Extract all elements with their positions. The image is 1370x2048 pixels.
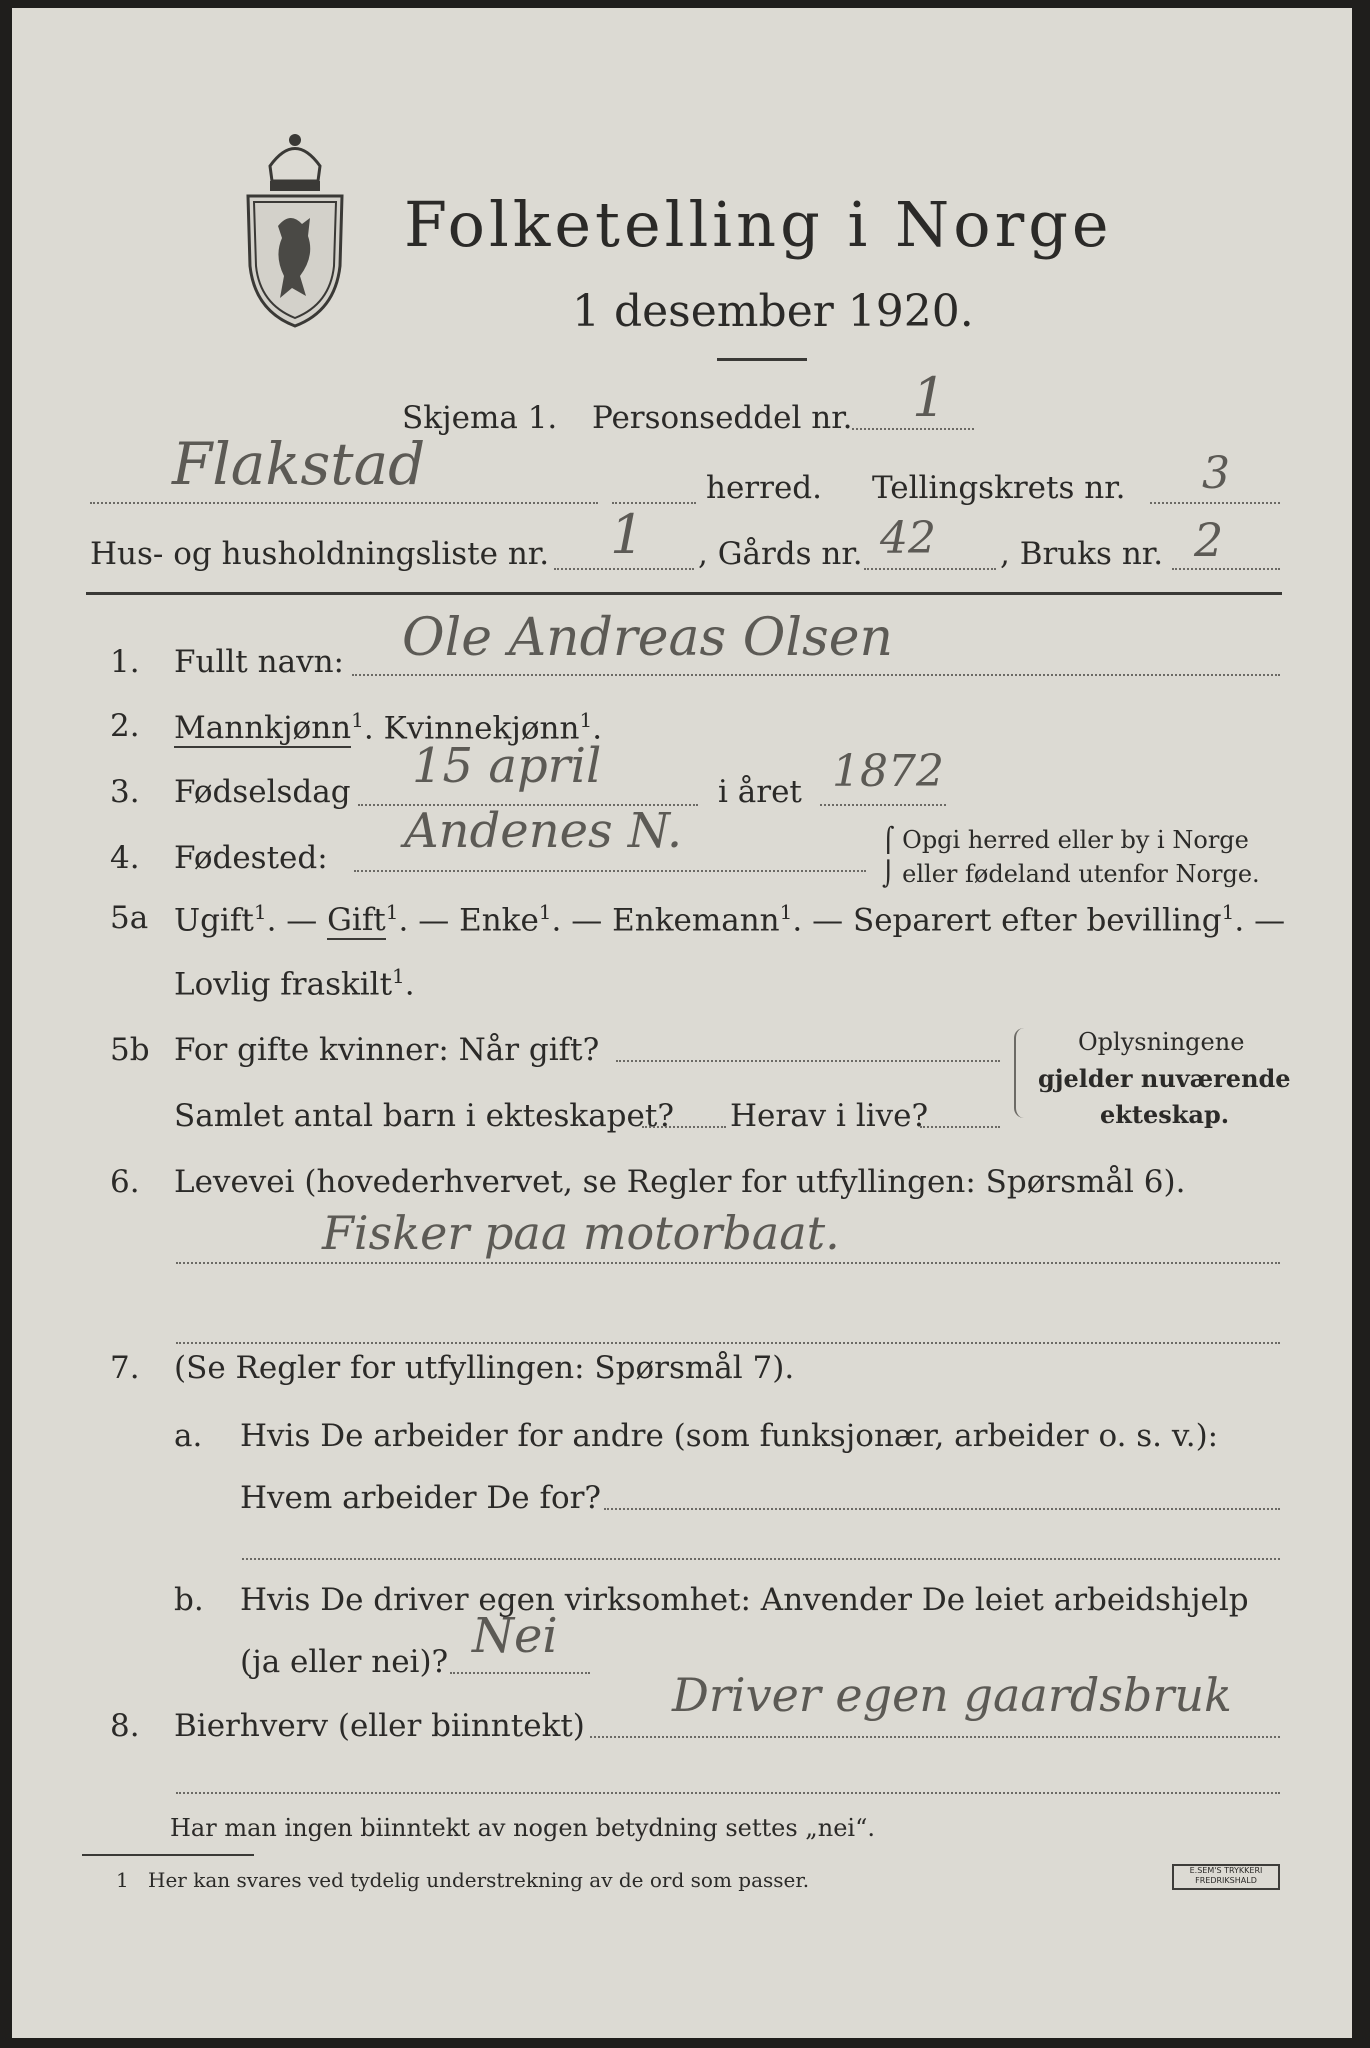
coat-of-arms-icon <box>240 126 350 331</box>
footnote-number: 1 <box>116 1868 129 1892</box>
q5b-note-2: gjelder nuværende <box>1038 1064 1291 1093</box>
gards-line <box>864 568 996 570</box>
q7b-label: Hvis De driver egen virksomhet: Anvender De leiet arbeidshjelp <box>240 1582 1249 1618</box>
herred-value: Flakstad <box>172 430 426 498</box>
q7a-number: a. <box>174 1418 203 1454</box>
q4-note-1: ⌠ Opgi herred eller by i Norge <box>882 826 1249 854</box>
q4-number: 4. <box>110 840 140 876</box>
q5a-separert: Separert efter bevilling <box>852 902 1222 939</box>
q4-line <box>354 870 866 872</box>
q4-note-2: ⌡ eller fødeland utenfor Norge. <box>882 860 1260 888</box>
page-title: Folketelling i Norge <box>404 188 1113 261</box>
title-divider <box>717 358 807 361</box>
q5b-number: 5b <box>110 1032 150 1068</box>
q6-line-1 <box>176 1262 1280 1264</box>
personseddel-label: Personseddel nr. <box>592 400 853 436</box>
q1-number: 1. <box>110 644 140 680</box>
q8-value: Driver egen gaardsbruk <box>672 1668 1232 1722</box>
printer-stamp: E.SEM'S TRYKKERI FREDRIKSHALD <box>1172 1864 1280 1890</box>
tellingskrets-value: 3 <box>1202 448 1230 499</box>
q5b-note-3: ekteskap. <box>1100 1100 1230 1129</box>
q5b-line-1 <box>616 1060 1000 1062</box>
q7b-number: b. <box>174 1582 204 1618</box>
q5b-label-1: For gifte kvinner: Når gift? <box>174 1032 600 1068</box>
q8-label: Bierhverv (eller biinntekt) <box>174 1708 585 1744</box>
tellingskrets-label: Tellingskrets nr. <box>872 470 1126 506</box>
q4-label: Fødested: <box>174 840 328 876</box>
q5b-label-2: Samlet antal barn i ekteskapet? <box>174 1098 674 1134</box>
q3-value: 15 april <box>412 738 602 794</box>
q5b-line-3 <box>920 1126 1000 1128</box>
q7b-label-2: (ja eller nei)? <box>240 1644 449 1680</box>
bruks-value: 2 <box>1194 513 1224 567</box>
q5a-fraskilt: Lovlig fraskilt <box>174 966 393 1003</box>
q6-label: Levevei (hovederhvervet, se Regler for utfyllingen: Spørsmål 6). <box>174 1164 1186 1200</box>
q1-label: Fullt navn: <box>174 644 344 680</box>
q6-line-2 <box>176 1342 1280 1344</box>
census-form <box>12 8 1352 2038</box>
q7a-label-2: Hvem arbeider De for? <box>240 1480 602 1516</box>
census-date: 1 desember 1920. <box>572 286 974 337</box>
herred-label: herred. <box>706 470 822 506</box>
q4-value: Andenes N. <box>404 803 683 859</box>
hus-line <box>554 568 694 570</box>
q7-number: 7. <box>110 1350 140 1386</box>
q5a-fraskilt-row: Lovlig fraskilt$^1$. <box>174 964 415 1003</box>
q2-options: Mannkjønn$^1$. Kvinnekjønn$^1$. <box>174 708 603 747</box>
gards-label: , Gårds nr. <box>698 536 863 572</box>
footnote-rule <box>82 1854 254 1856</box>
q7b-value: Nei <box>472 1608 558 1664</box>
q1-line <box>352 674 1280 676</box>
footnote-text: Her kan svares ved tydelig understrekning av de ord som passer. <box>148 1868 810 1892</box>
bruks-line <box>1172 568 1280 570</box>
bruks-label: , Bruks nr. <box>1000 536 1164 572</box>
q7b-line <box>450 1672 590 1674</box>
herred-line-1 <box>90 502 598 504</box>
q2-male: Mannkjønn <box>174 710 352 747</box>
q5a-number: 5a <box>110 900 149 936</box>
q3-year-line <box>820 804 946 806</box>
hus-value: 1 <box>610 503 645 566</box>
q7a-line-1 <box>604 1508 1280 1510</box>
q7a-line-2 <box>242 1558 1280 1560</box>
q6-number: 6. <box>110 1164 140 1200</box>
q5a-gift: Gift <box>327 902 386 939</box>
footer-note: Har man ingen biinntekt av nogen betydning settes „nei“. <box>170 1814 875 1842</box>
q3-year-value: 1872 <box>832 746 944 797</box>
q8-line-2 <box>176 1792 1280 1794</box>
skjema-label: Skjema 1. <box>402 400 558 436</box>
gards-value: 42 <box>880 513 936 564</box>
q8-number: 8. <box>110 1708 140 1744</box>
q5a-enke: Enke <box>459 902 539 939</box>
q5b-line-2 <box>642 1126 726 1128</box>
q1-value: Ole Andreas Olsen <box>402 608 893 668</box>
q7a-label: Hvis De arbeider for andre (som funksjonær, arbeider o. s. v.): <box>240 1418 1219 1454</box>
q5b-label-3: Herav i live? <box>730 1098 929 1134</box>
q2-number: 2. <box>110 708 140 744</box>
q5a-ugift: Ugift <box>174 902 254 939</box>
q5b-note-1: Oplysningene <box>1078 1028 1245 1056</box>
q5a-options: Ugift$^1$. — Gift$^1$. — Enke$^1$. — Enkemann$^1$. — Separert efter bevilling$^1$. — <box>174 900 1286 939</box>
q2-female: Kvinnekjønn <box>383 710 580 747</box>
q8-line-1 <box>590 1736 1280 1738</box>
q3-label: Fødselsdag <box>174 774 351 810</box>
hus-label: Hus- og husholdningsliste nr. <box>90 536 550 572</box>
q5a-enkemann: Enkemann <box>612 902 780 939</box>
personseddel-value: 1 <box>912 366 947 429</box>
q3-number: 3. <box>110 774 140 810</box>
header-rule <box>86 592 1282 595</box>
tellingskrets-line <box>1150 502 1280 504</box>
q6-value: Fisker paa motorbaat. <box>322 1206 840 1260</box>
q7-label: (Se Regler for utfyllingen: Spørsmål 7). <box>174 1350 795 1386</box>
q3-year-label: i året <box>718 774 802 810</box>
